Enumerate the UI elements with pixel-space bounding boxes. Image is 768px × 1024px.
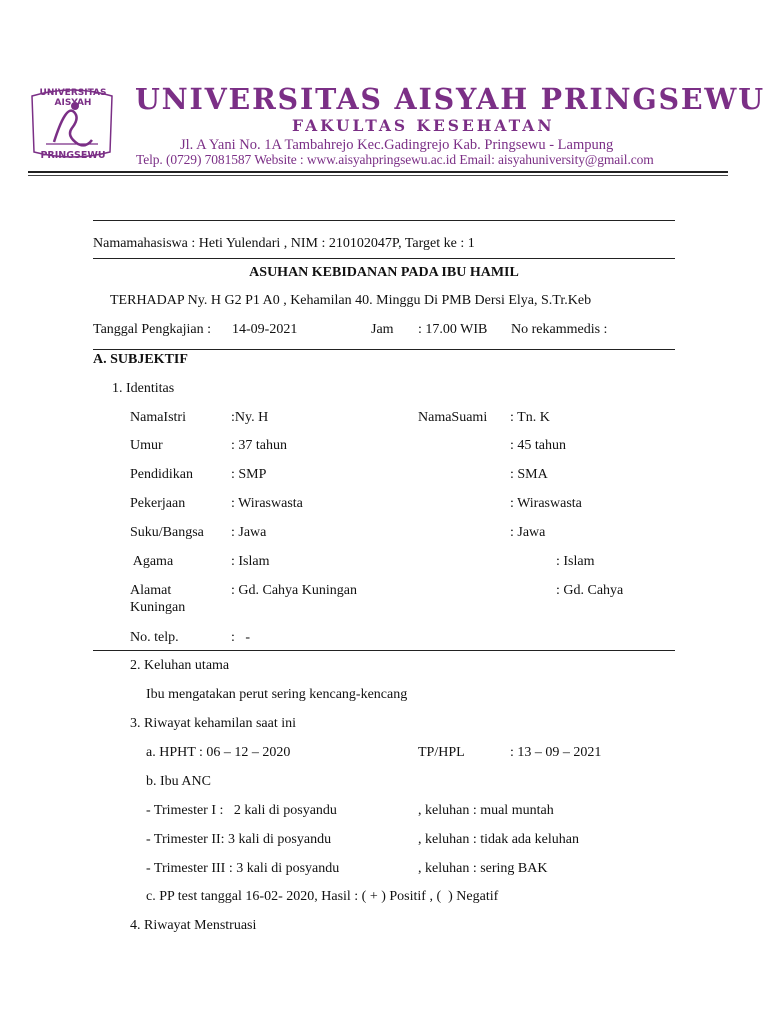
assessment-date-label: Tanggal Pengkajian : (93, 322, 211, 337)
husband-name-label: NamaSuami (418, 410, 488, 425)
section-subjektif: A. SUBJEKTIF (93, 352, 188, 367)
logo-text-top: UNIVERSITAS AISYAH (39, 88, 107, 108)
trimester-visit: - Trimester III : 3 kali di posyandu (146, 861, 340, 876)
husband-name: : Tn. K (510, 410, 550, 425)
top-rule (93, 220, 675, 221)
identity-label: No. telp. (130, 630, 179, 645)
identitas-heading: 1. Identitas (112, 381, 175, 396)
identity-rule (93, 650, 675, 651)
document-title: ASUHAN KEBIDANAN PADA IBU HAMIL (249, 265, 519, 280)
wife-value: : 37 tahun (231, 438, 287, 453)
student-rule (93, 258, 675, 259)
husband-value: : SMA (510, 467, 548, 482)
trimester-visit: - Trimester II: 3 kali di posyandu (146, 832, 332, 847)
university-address: Jl. A Yani No. 1A Tambahrejo Kec.Gadingrejo Kab. Pringsewu - Lampung (180, 137, 614, 153)
tp-value: : 13 – 09 – 2021 (510, 745, 602, 760)
pp-test: c. PP test tanggal 16-02- 2020, Hasil : ( + ) Positif , ( ) Negatif (146, 889, 499, 904)
husband-value: : Islam (556, 554, 595, 569)
document-subtitle: TERHADAP Ny. H G2 P1 A0 , Kehamilan 40. Minggu Di PMB Dersi Elya, S.Tr.Keb (110, 293, 592, 308)
identity-label: Agama (130, 554, 174, 569)
husband-value: : Wiraswasta (510, 496, 582, 511)
trimester-complaint: , keluhan : tidak ada keluhan (418, 832, 579, 847)
identity-label: Alamat (130, 583, 172, 598)
identity-label: Umur (130, 438, 163, 453)
hpht: a. HPHT : 06 – 12 – 2020 (146, 745, 291, 760)
trimester-complaint: , keluhan : sering BAK (418, 861, 548, 876)
identity-label: Pendidikan (130, 467, 193, 482)
assessment-time-label: Jam (371, 322, 394, 337)
university-contact: Telp. (0729) 7081587 Website : www.aisyahpringsewu.ac.id Email: aisyahuniversity@gmail.com (136, 152, 654, 167)
wife-name-label: NamaIstri (130, 410, 186, 425)
medical-record-label: No rekammedis : (511, 322, 608, 337)
wife-name: :Ny. H (231, 410, 269, 425)
trimester-complaint: , keluhan : mual muntah (418, 803, 554, 818)
keluhan-heading: 2. Keluhan utama (130, 658, 230, 673)
husband-value: : Jawa (510, 525, 546, 540)
wife-value: : Jawa (231, 525, 267, 540)
address-wrap: Kuningan (130, 600, 186, 615)
student-info: Namamahasiswa : Heti Yulendari , NIM : 210102047P, Target ke : 1 (93, 236, 475, 251)
tp-label: TP/HPL (418, 745, 465, 760)
keluhan-text: Ibu mengatakan perut sering kencang-kencang (146, 687, 408, 702)
assessment-date: 14-09-2021 (232, 322, 298, 337)
university-logo (26, 82, 118, 164)
wife-value: : - (231, 630, 251, 645)
letterhead-divider (28, 171, 728, 173)
university-title: UNIVERSITAS AISYAH PRINGSEWU (135, 82, 765, 116)
husband-value: : 45 tahun (510, 438, 566, 453)
riwayat-menstruasi-heading: 4. Riwayat Menstruasi (130, 918, 257, 933)
assessment-time: : 17.00 WIB (418, 322, 488, 337)
wife-value: : Wiraswasta (231, 496, 303, 511)
wife-value: : Islam (231, 554, 270, 569)
logo-text-bottom: PRINGSEWU (40, 150, 106, 161)
trimester-visit: - Trimester I : 2 kali di posyandu (146, 803, 337, 818)
anc-heading: b. Ibu ANC (146, 774, 211, 789)
section-rule (93, 349, 675, 350)
wife-value: : SMP (231, 467, 267, 482)
identity-label: Pekerjaan (130, 496, 186, 511)
faculty-name: FAKULTAS KESEHATAN (292, 116, 555, 135)
letterhead-divider-thin (28, 175, 728, 176)
identity-label: Suku/Bangsa (130, 525, 204, 540)
riwayat-kehamilan-heading: 3. Riwayat kehamilan saat ini (130, 716, 297, 731)
husband-value: : Gd. Cahya (556, 583, 624, 598)
wife-value: : Gd. Cahya Kuningan (231, 583, 357, 598)
